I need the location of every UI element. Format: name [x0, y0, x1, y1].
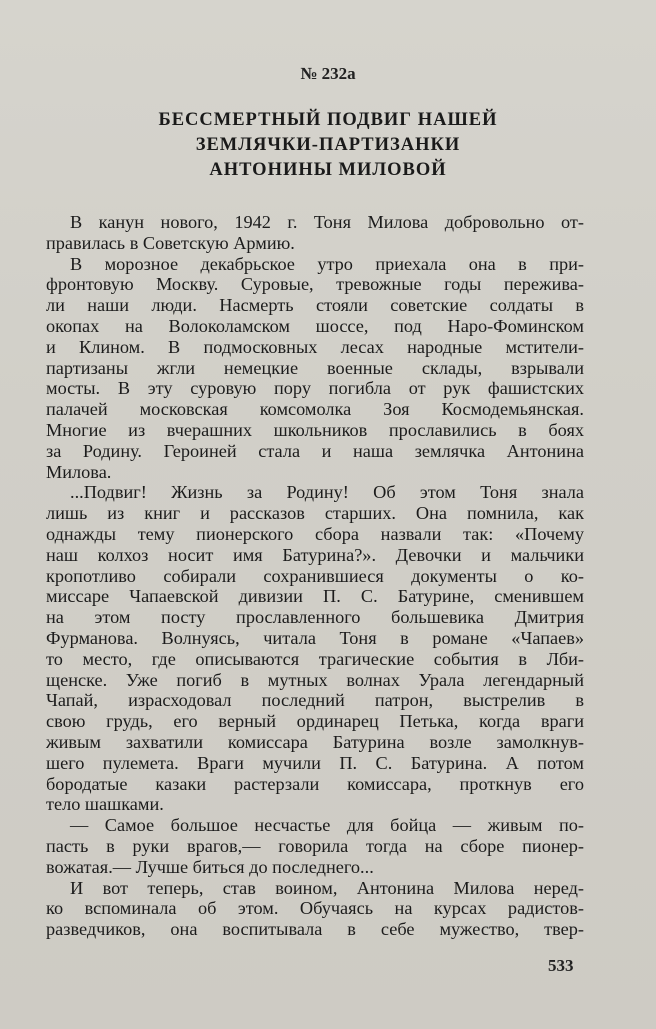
- text-line: И вот теперь, став воином, Антонина Милова неред-: [70, 877, 584, 898]
- text-line: В морозное декабрьское утро приехала она в при-: [70, 253, 584, 274]
- text-line: на этом посту прославленного большевика Дмитрия: [46, 607, 584, 628]
- text-line: Многие из вчерашних школьников прославились в боях: [46, 419, 584, 440]
- text-line: миссаре Чапаевской дивизии П. С. Батурине, сменившем: [46, 586, 584, 607]
- text-line: наш колхоз носит имя Батурина?». Девочки и мальчики: [46, 544, 584, 565]
- text-line: шего пулемета. Враги мучили П. С. Батурина. А потом: [46, 752, 584, 773]
- text-line: ли наши люди. Насмерть стояли советские солдаты в: [46, 295, 584, 316]
- text-line: — Самое большое несчастье для бойца — живым по-: [70, 815, 584, 836]
- text-line: Чапай, израсходовал последний патрон, выстрелив в: [46, 690, 584, 711]
- text-line: кропотливо собирали сохранившиеся документы о ко-: [46, 565, 584, 586]
- text-line: тело шашками.: [46, 794, 164, 815]
- text-line: фронтовую Москву. Суровые, тревожные годы пережива-: [46, 274, 584, 295]
- document-number: № 232а: [300, 64, 356, 83]
- title-line: БЕССМЕРТНЫЙ ПОДВИГ НАШЕЙ: [158, 110, 498, 130]
- text-line: за Родину. Героиней стала и наша землячка Антонина: [46, 440, 584, 461]
- title-line: АНТОНИНЫ МИЛОВОЙ: [209, 160, 447, 180]
- text-line: и Клином. В подмосковных лесах народные мстители-: [46, 336, 584, 357]
- text-line: пасть в руки врагов,— говорила тогда на сборе пионер-: [46, 835, 584, 856]
- text-line: вожатая.— Лучше биться до последнего...: [46, 856, 374, 877]
- text-line: щенске. Уже погиб в мутных волнах Урала легендарный: [46, 669, 584, 690]
- page-number: 533: [548, 956, 574, 975]
- text-line: палачей московская комсомолка Зоя Космодемьянская.: [46, 399, 584, 420]
- text-line: окопах на Волоколамском шоссе, под Наро-Фоминском: [46, 315, 584, 336]
- document-title: [0, 108, 656, 183]
- title-line: ЗЕМЛЯЧКИ-ПАРТИЗАНКИ: [195, 135, 461, 155]
- text-line: свою грудь, его верный ординарец Петька, когда враги: [46, 711, 584, 732]
- text-line: Милова.: [46, 461, 112, 482]
- text-line: мосты. В эту суровую пору погибла от рук фашистских: [46, 378, 584, 399]
- text-line: Фурманова. Волнуясь, читала Тоня в романе «Чапаев»: [46, 627, 584, 648]
- body-text: [46, 212, 584, 940]
- text-line: ко вспоминала об этом. Обучаясь на курсах радистов-: [46, 898, 584, 919]
- text-line: однажды тему пионерского сбора назвали так: «Почему: [46, 523, 584, 544]
- text-line: партизаны жгли немецкие военные склады, взрывали: [46, 357, 584, 378]
- text-line: ...Подвиг! Жизнь за Родину! Об этом Тоня знала: [70, 482, 584, 503]
- text-line: правилась в Советскую Армию.: [46, 232, 295, 253]
- text-line: бородатые казаки растерзали комиссара, проткнув его: [46, 773, 584, 794]
- text-line: лишь из книг и рассказов старших. Она помнила, как: [46, 503, 584, 524]
- text-line: живым захватили комиссара Батурина возле замолкнув-: [46, 731, 584, 752]
- text-line: разведчиков, она воспитывала в себе мужество, твер-: [46, 919, 584, 940]
- text-line: то место, где описываются трагические события в Лби-: [46, 648, 584, 669]
- text-line: В канун нового, 1942 г. Тоня Милова добровольно от-: [70, 212, 584, 232]
